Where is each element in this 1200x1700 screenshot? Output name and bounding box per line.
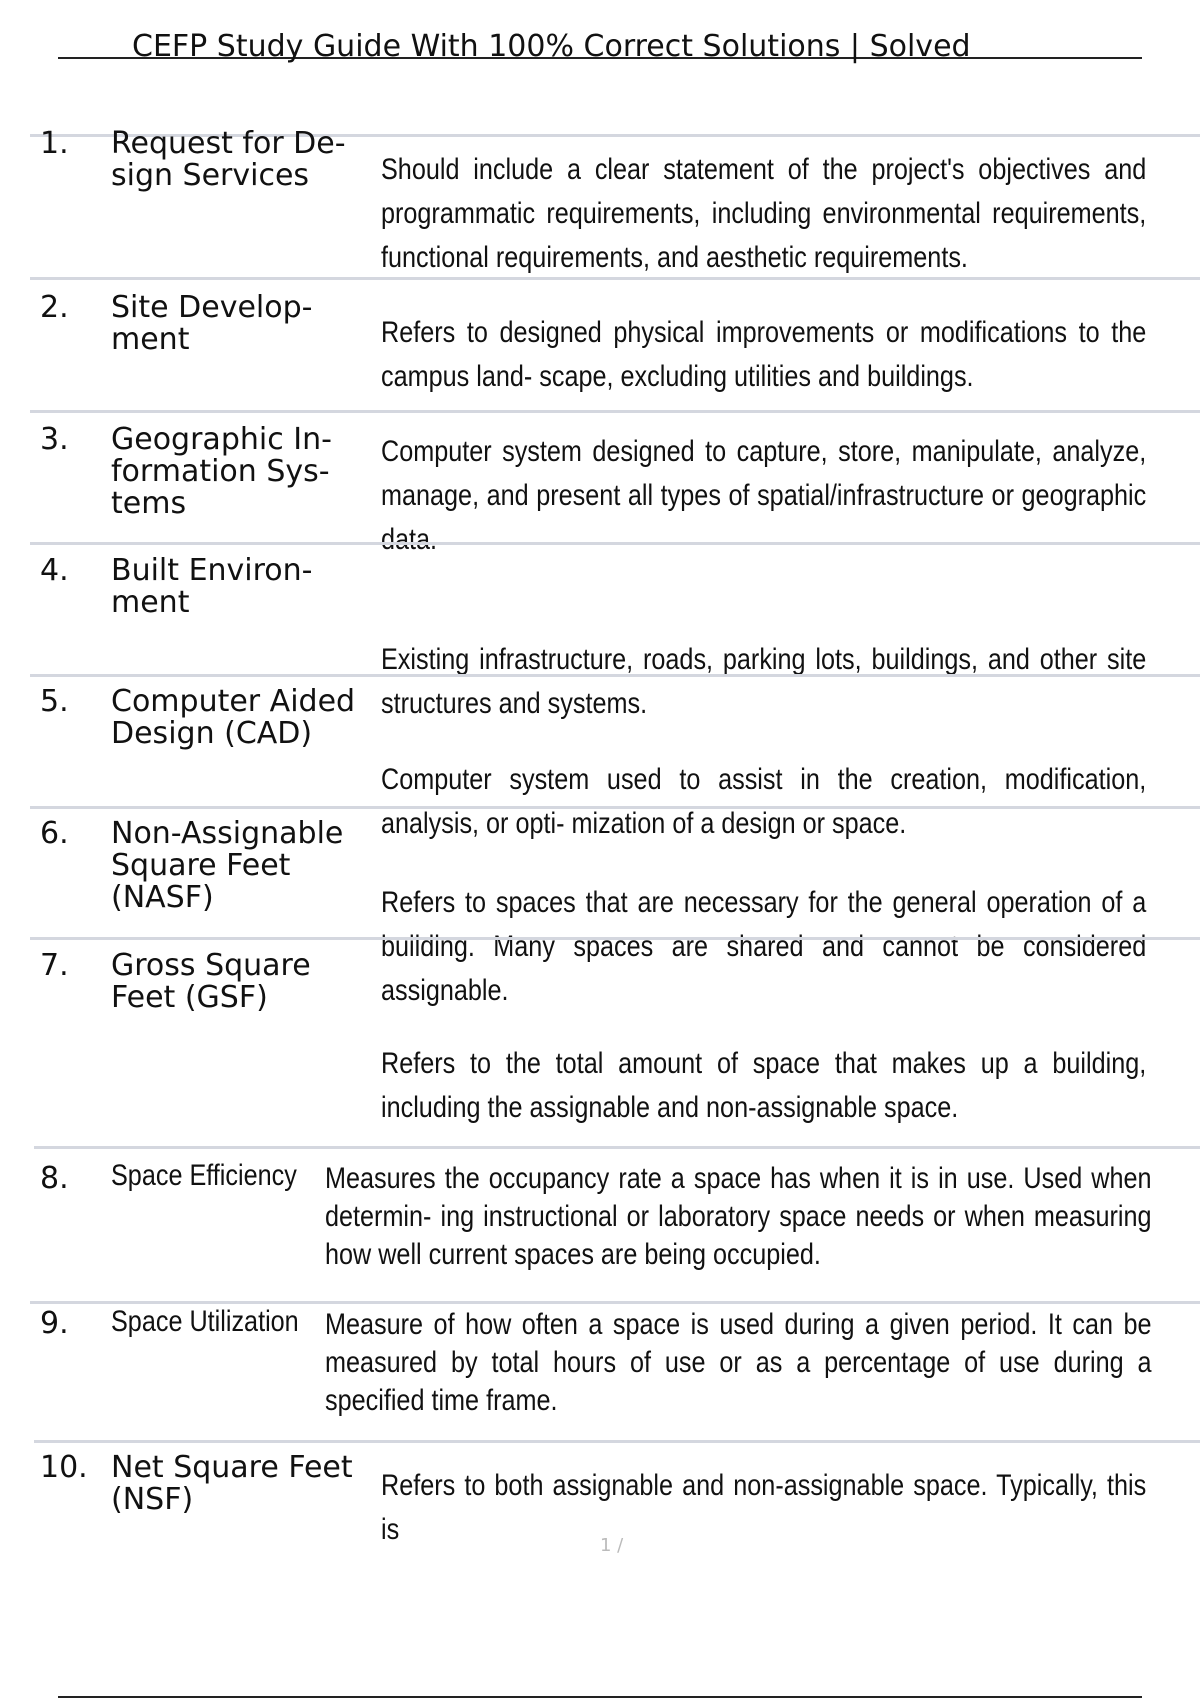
row-divider bbox=[30, 674, 1200, 677]
entry-term: Built Environ- ment bbox=[111, 553, 313, 620]
entry-term: Request for De- sign Services bbox=[111, 126, 346, 193]
entry-definition bbox=[325, 1306, 1152, 1420]
row-divider bbox=[30, 937, 1200, 940]
entry-number: 1. bbox=[40, 126, 69, 161]
entry-definition: Refers to designed physical improvements or modifications to the campus land- scape, excluding utilities and buildings. bbox=[381, 316, 1147, 393]
entry-term: Geographic In- formation Sys- tems bbox=[111, 422, 332, 521]
entry-definition bbox=[325, 1160, 1152, 1274]
entry-definition: Computer system used to assist in the creation, modification, analysis, or opti- mization of a design or space. bbox=[381, 763, 1147, 840]
entry-term: Net Square Feet (NSF) bbox=[111, 1450, 353, 1517]
entry-number: 6. bbox=[40, 816, 69, 851]
entry-definition-text: Measure of how often a space is used during a given period. It can be measured by total hours of use or as a percentage of use during a specified time frame. bbox=[325, 1308, 1152, 1417]
entry-number: 3. bbox=[40, 422, 69, 457]
entry-definition-text: Measures the occupancy rate a space has when it is in use. Used when determin- ing instructional or laboratory space needs or when measuring how well current spaces are being occupied. bbox=[325, 1162, 1152, 1271]
entry-term: Computer Aided Design (CAD) bbox=[111, 684, 356, 751]
footer-rule bbox=[58, 1696, 1142, 1698]
entry-term: Site Develop- ment bbox=[111, 290, 313, 357]
row-divider bbox=[30, 1301, 1200, 1304]
entry-number: 5. bbox=[40, 684, 69, 719]
entry-number: 4. bbox=[40, 553, 69, 588]
entry-definition: Refers to the total amount of space that makes up a building, including the assignable and non-assignable space. bbox=[381, 1047, 1147, 1124]
entry-number: 8. bbox=[40, 1161, 69, 1196]
entry-definition: Computer system designed to capture, store, manipulate, analyze, manage, and present all types of spatial/infrastructure or geographic data. bbox=[381, 435, 1147, 556]
entry-term: Non-Assignable Square Feet (NASF) bbox=[111, 816, 344, 915]
row-divider bbox=[30, 806, 1200, 809]
entry-number: 10. bbox=[40, 1450, 88, 1485]
entry-term: Gross Square Feet (GSF) bbox=[111, 948, 311, 1015]
entry-number: 7. bbox=[40, 948, 69, 983]
page-number: 1 / bbox=[600, 1535, 624, 1556]
entry-definition: Existing infrastructure, roads, parking lots, buildings, and other site structures and systems. bbox=[381, 643, 1147, 720]
entry-term: Space Utilization bbox=[111, 1305, 299, 1338]
entry-definition: Should include a clear statement of the project's objectives and programmatic requirements, including environmental requirements, functional requirements, and aesthetic requirements. bbox=[381, 153, 1147, 274]
row-divider bbox=[34, 1146, 1200, 1149]
row-divider bbox=[30, 410, 1200, 413]
entry-definition: Refers to spaces that are necessary for the general operation of a building. Many spaces are shared and cannot be considered assignable. bbox=[381, 886, 1147, 1007]
row-divider bbox=[30, 277, 1200, 280]
entry-term: Space Efficiency bbox=[111, 1159, 297, 1192]
row-divider bbox=[30, 542, 1200, 545]
entry-number: 9. bbox=[40, 1306, 69, 1341]
document-title: CEFP Study Guide With 100% Correct Solutions | Solved bbox=[132, 29, 971, 64]
entry-definition: Refers to both assignable and non-assignable space. Typically, this is bbox=[381, 1469, 1147, 1546]
entry-number: 2. bbox=[40, 290, 69, 325]
row-divider bbox=[34, 1440, 1200, 1443]
